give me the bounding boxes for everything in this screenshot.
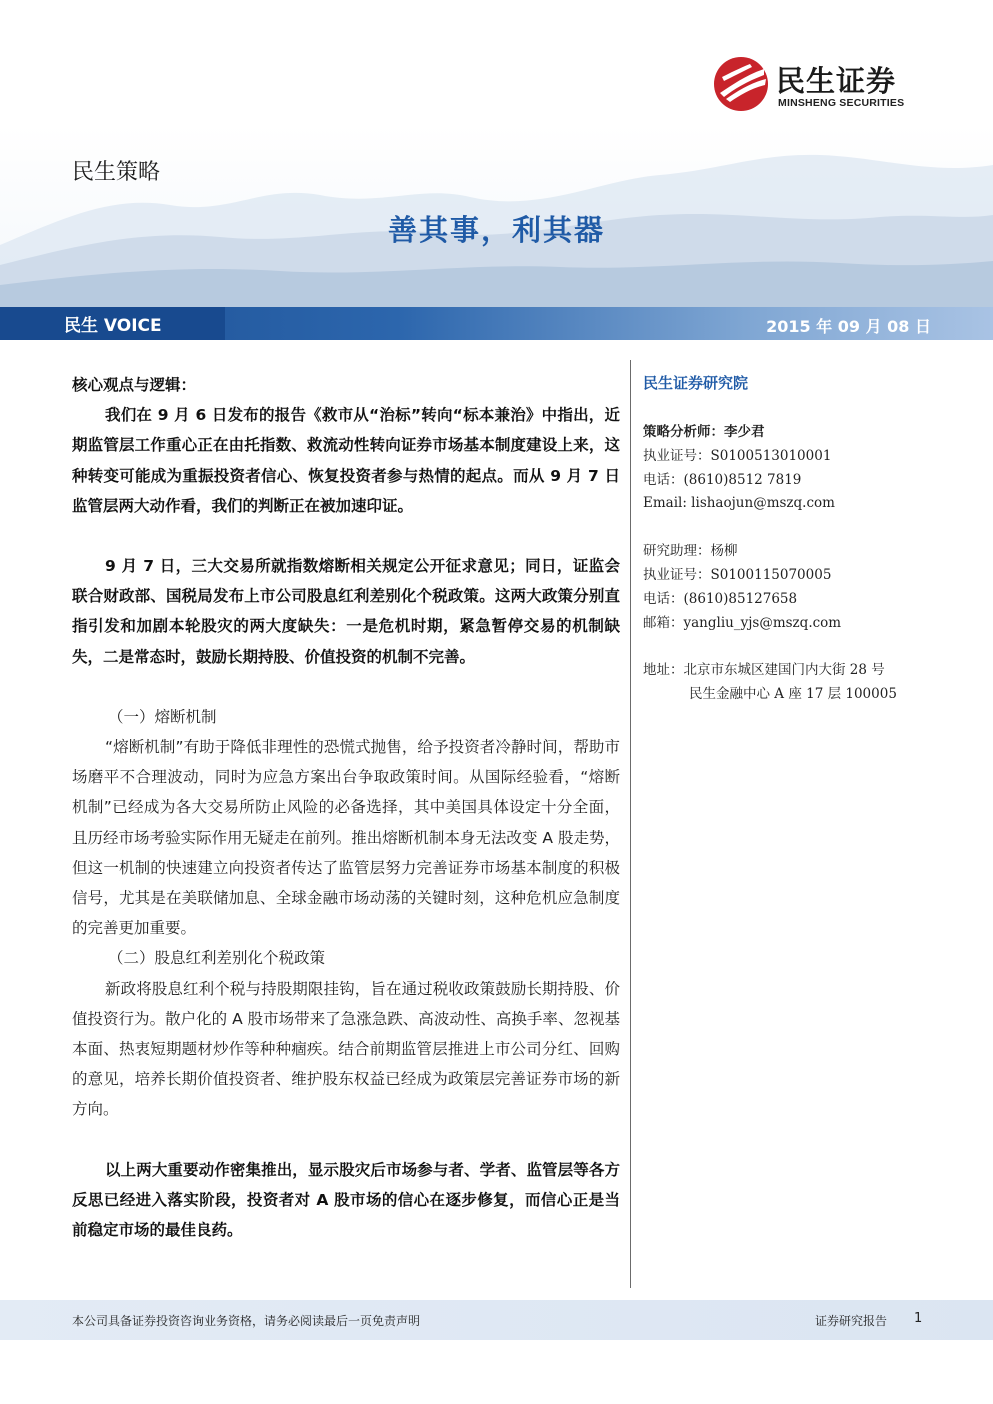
paragraph-core-view: 我们在 9 月 6 日发布的报告《救市从“治标”转向“标本兼治》中指出，近期监管层工作重心正在由托指数、救流动性转向证券市场基本制度建设上来，这种转变可能成为重振投资者信心、恢复投资者参与热情的起点。而从 9 月 7 日监管层两大动作看，我们的判断正在被加速印证。 [72,406,620,515]
series-name: 民生策略 [72,160,161,185]
analyst-email: Email: lishaojun@mszq.com [643,495,835,512]
subheading-circuit-breaker: （一）熔断机制 [108,707,217,726]
column-label: 民生 VOICE [64,316,162,336]
paragraph-policy: 9 月 7 日，三大交易所就指数熔断相关规定公开征求意见；同日，证监会联合财政部、国税局发布上市公司股息红利差别化个税政策。这两大政策分别直指引发和加剧本轮股灾的两大度缺失：一是危机时期，紧急暂停交易的机制缺失，二是常态时，鼓励长期持股、价值投资的机制不完善。 [72,557,620,666]
sidebar [643,372,943,707]
paragraph-dividend-tax: 新政将股息红利个税与持股期限挂钩，旨在通过税收政策鼓励长期持股、价值投资行为。散户化的 A 股市场带来了急涨急跌、高波动性、高换手率、忽视基本面、热衷短期题材炒作等种种痼疾。结合前期监管层推进上市公司分红、回购的意见，培养长期价值投资者、维护股东权益已经成为政策层完善证券市场的新方向。 [72,979,620,1119]
address-line-1: 地址：北京市东城区建国门内大街 28 号 [643,662,885,679]
assistant-name: 研究助理：杨柳 [643,543,738,560]
analyst-row [643,421,943,445]
address-line-2: 民生金融中心 A 座 17 层 100005 [689,686,897,703]
analyst-name: 李少君 [724,424,765,440]
brand-logo [712,55,932,115]
column-divider [630,360,631,1288]
paragraph-circuit-breaker: “熔断机制”有助于降低非理性的恐慌式抛售，给予投资者冷静时间，帮助市场磨平不合理波动，同时为应急方案出台争取政策时间。从国际经验看，“熔断机制”已经成为各大交易所防止风险的必备选择，其中美国具体设定十分全面，且历经市场考验实际作用无疑走在前列。推出熔断机制本身无法改变 A 股走势，但这一机制的快速建立向投资者传达了监管层努力完善证券市场基本制度的积极信号，尤其是在美联储加息、全球金融市场动荡的关键时刻，这种危机应急制度的完善更加重要。 [72,738,620,938]
page-title: 善其事，利其器 [387,213,605,247]
paragraph-conclusion: 以上两大重要动作密集推出，显示股灾后市场参与者、学者、监管层等各方反思已经进入落实阶段，投资者对 A 股市场的信心在逐步修复，而信心正是当前稳定市场的最佳良药。 [72,1160,620,1240]
report-date: 2015 年 09 月 08 日 [766,317,931,336]
section-heading: 核心观点与逻辑： [72,376,197,394]
page-number: 1 [914,1311,923,1326]
brand-name-cn: 民生证券 [776,64,897,98]
analyst-cert: 执业证号：S0100513010001 [643,447,832,464]
brand-name-en: MINSHENG SECURITIES [778,97,905,109]
assistant-cert: 执业证号：S0100115070005 [643,566,832,583]
institute-name: 民生证券研究院 [643,374,749,392]
main-content [72,370,620,1245]
analyst-phone: 电话：(8610)8512 7819 [643,471,802,488]
analyst-label: 策略分析师： [643,424,724,440]
logo-mark-icon [712,55,770,113]
subheading-dividend-tax: （二）股息红利差别化个税政策 [108,949,326,968]
footer-report-type: 证券研究报告 [815,1314,888,1328]
footer-disclaimer: 本公司具备证券投资咨询业务资格，请务必阅读最后一页免责声明 [72,1314,421,1328]
assistant-phone: 电话：(8610)85127658 [643,590,798,607]
assistant-email: 邮箱：yangliu_yjs@mszq.com [643,614,842,631]
